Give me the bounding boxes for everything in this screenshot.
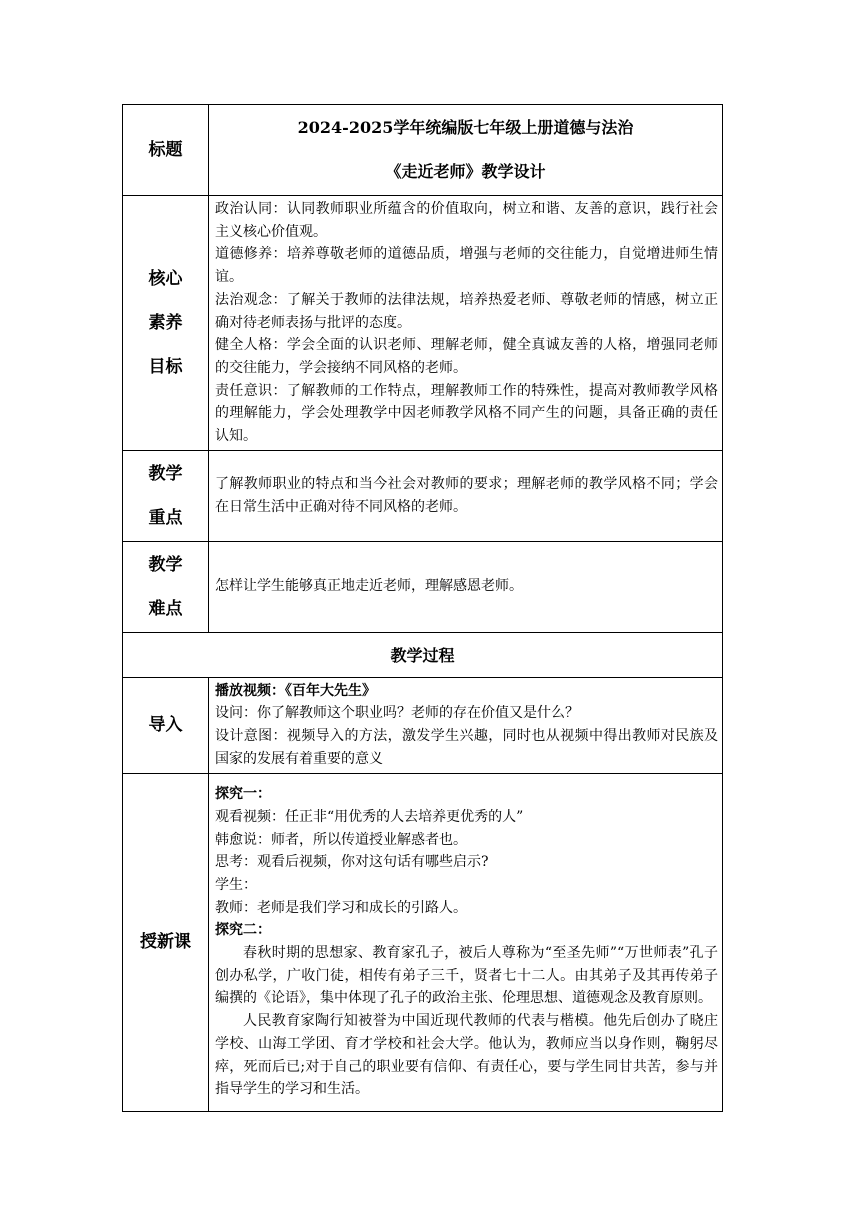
- difficult-points-label: [123, 541, 209, 632]
- explore-one-line: 教师：老师是我们学习和成长的引路人。: [215, 899, 467, 916]
- core-literacy-label: [123, 196, 209, 451]
- intro-heading: 播放视频：《百年大先生》: [215, 682, 376, 699]
- intro-line: 设计意图：视频导入的方法，激发学生兴趣，同时也从视频中得出教师对民族及国家的发展有着重要的意义: [215, 728, 718, 767]
- intro-row: [123, 677, 723, 773]
- label-line: 核心: [148, 268, 183, 289]
- new-lesson-label: 授新课: [123, 773, 209, 1111]
- rule-of-law-text: 法治观念：了解关于教师的法律法规，培养热爱老师、尊敬老师的情感，树立正确对待老师表扬与批评的态度。: [215, 291, 718, 331]
- political-identity-text: 政治认同：认同教师职业所蕴含的价值取向，树立和谐、友善的意识，践行社会主义核心价值观。: [215, 201, 718, 240]
- new-lesson-content: [209, 773, 723, 1111]
- process-heading: 教学过程: [123, 632, 723, 677]
- label-line: 素养: [148, 312, 183, 333]
- difficult-points-content: 怎样让学生能够真正地走近老师，理解感恩老师。: [209, 541, 723, 632]
- document-title: [209, 105, 723, 196]
- key-points-row: [123, 450, 723, 541]
- label-line: 难点: [148, 598, 183, 619]
- label-line: 教学: [148, 463, 183, 484]
- explore-one-line: 观看视频：任正非“用优秀的人去培养更优秀的人”: [215, 808, 524, 825]
- confucius-paragraph: 春秋时期的思想家、教育家孔子，被后人尊称为“至圣先师”“万世师表”孔子创办私学，广收门徒，相传有弟子三千，贤者七十二人。由其弟子及其再传弟子编撰的《论语》，集中体现了孔子的政治主张、伦理思想、道德观念及教育原则。: [215, 945, 718, 1007]
- label-line: 教学: [148, 554, 183, 575]
- sound-personality-text: 健全人格：学会全面的认识老师、理解老师，健全真诚友善的人格，增强同老师的交往能力，学会接纳不同风格的老师。: [215, 337, 718, 376]
- intro-line: 设问：你了解教师这个职业吗？老师的存在价值又是什么？: [215, 705, 579, 722]
- label-line: 目标: [148, 356, 183, 377]
- explore-one-line: 思考：观看后视频，你对这句话有哪些启示?: [215, 854, 489, 871]
- intro-content: [209, 677, 723, 773]
- intro-label: 导入: [123, 677, 209, 773]
- core-literacy-row: [123, 196, 723, 451]
- key-points-label: [123, 450, 209, 541]
- moral-cultivation-text: 道德修养：培养尊敬老师的道德品质，增强与老师的交往能力，自觉增进师生情谊。: [215, 246, 718, 286]
- title-label: 标题: [123, 105, 209, 196]
- explore-two-heading: 探究二：: [215, 922, 271, 939]
- lesson-plan-table: [122, 104, 723, 1112]
- explore-one-line: 学生：: [215, 876, 257, 893]
- label-line: 重点: [148, 507, 183, 528]
- difficult-points-row: [123, 541, 723, 632]
- core-literacy-content: [209, 196, 723, 451]
- responsibility-text: 责任意识：了解教师的工作特点，理解教师工作的特殊性，提高对教师教学风格的理解能力，学会处理教学中因老师教学风格不同产生的问题，具备正确的责任认知。: [215, 382, 718, 445]
- title-row: [123, 105, 723, 196]
- key-points-content: 了解教师职业的特点和当今社会对教师的要求；理解老师的教学风格不同；学会在日常生活中正确对待不同风格的老师。: [209, 450, 723, 541]
- explore-one-heading: 探究一：: [215, 786, 271, 803]
- explore-one-line: 韩愈说：师者，所以传道授业解惑者也。: [215, 831, 467, 848]
- title-line-1: 2024-2025学年统编版七年级上册道德与法治: [297, 118, 634, 137]
- process-heading-row: [123, 632, 723, 677]
- tao-xingzhi-paragraph: 人民教育家陶行知被誉为中国近现代教师的代表与楷模。他先后创办了晓庄学校、山海工学团、育才学校和社会大学。他认为，教师应当以身作则，鞠躬尽瘁，死而后已;对于自己的职业要有信仰、有责任心，要与学生同甘共苦，参与并指导学生的学习和生活。: [215, 1013, 718, 1098]
- new-lesson-row: [123, 773, 723, 1111]
- title-line-2: 《走近老师》教学设计: [385, 162, 546, 181]
